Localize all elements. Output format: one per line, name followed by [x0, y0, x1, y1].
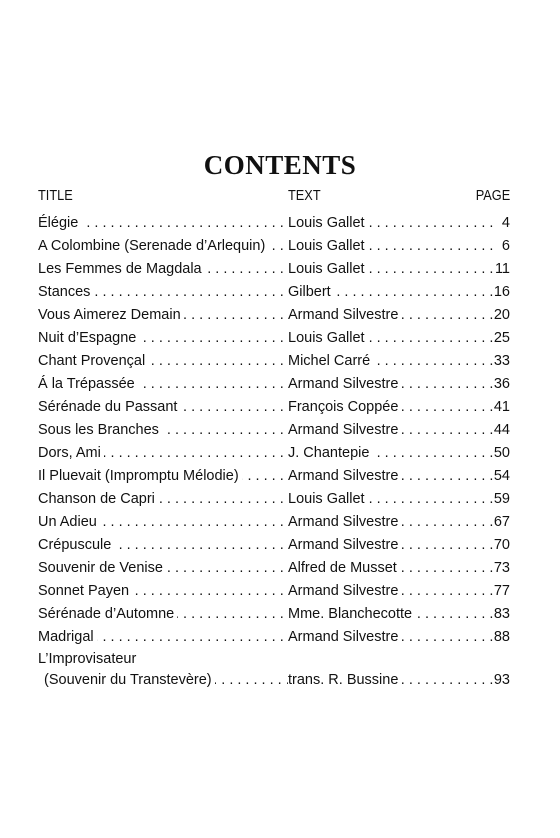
- entry-page: 36: [493, 376, 510, 392]
- toc-entry: [38, 258, 510, 281]
- entry-text-author: Gilbert: [288, 281, 334, 304]
- entry-text-author: Armand Silvestre: [288, 419, 401, 442]
- entry-text-author: Armand Silvestre: [288, 373, 401, 396]
- entry-text-author: Mme. Blanchecotte: [288, 603, 415, 626]
- entry-title: L’Improvisateur: [38, 651, 137, 667]
- entry-title: Sérénade du Passant: [38, 396, 180, 419]
- entry-title: Á la Trépassée: [38, 373, 138, 396]
- toc-entry: [38, 534, 510, 557]
- entry-title: Les Femmes de Magdala: [38, 258, 205, 281]
- entry-title: Souvenir de Venise: [38, 557, 166, 580]
- entry-page: 6: [501, 238, 510, 254]
- toc-entry: [38, 419, 510, 442]
- entry-page: 88: [493, 629, 510, 645]
- column-header-text: TEXT: [288, 188, 321, 204]
- entry-page: 41: [493, 399, 510, 415]
- toc-entry: [38, 327, 510, 350]
- column-header-title: TITLE: [38, 188, 73, 204]
- entry-title: Sérénade d’Automne: [38, 603, 177, 626]
- toc-entry: [38, 442, 510, 465]
- entry-title: Un Adieu: [38, 511, 100, 534]
- table-of-contents: [38, 212, 510, 691]
- toc-entry: [38, 212, 510, 235]
- toc-entry: [38, 557, 510, 580]
- page-title: CONTENTS: [203, 150, 357, 180]
- entry-page: 59: [493, 491, 510, 507]
- column-header-page: PAGE: [475, 188, 510, 204]
- toc-entry: [38, 304, 510, 327]
- entry-page: 11: [494, 261, 510, 277]
- entry-text-author: Armand Silvestre: [288, 580, 401, 603]
- entry-page: 25: [493, 330, 510, 346]
- entry-text-author: François Coppée: [288, 396, 401, 419]
- entry-text-author: Armand Silvestre: [288, 511, 401, 534]
- entry-text-author: Armand Silvestre: [288, 534, 401, 557]
- entry-page: 50: [493, 445, 510, 461]
- entry-text-author: Armand Silvestre: [288, 304, 401, 327]
- entry-page: 77: [493, 583, 510, 599]
- entry-page: 70: [493, 537, 510, 553]
- entry-page: 54: [493, 468, 510, 484]
- entry-title: Sonnet Payen: [38, 580, 132, 603]
- entry-title: Stances: [38, 281, 93, 304]
- toc-entry: [38, 373, 510, 396]
- toc-entry: [38, 396, 510, 419]
- entry-text-author: Louis Gallet: [288, 212, 368, 235]
- entry-title: Il Pluevait (Impromptu Mélodie): [38, 465, 242, 488]
- entry-title: Sous les Branches: [38, 419, 162, 442]
- entry-page: 20: [493, 307, 510, 323]
- entry-title: Élégie: [38, 212, 81, 235]
- entry-text-author: J. Chantepie: [288, 442, 372, 465]
- entry-text-author: Louis Gallet: [288, 235, 368, 258]
- toc-entry: [38, 603, 510, 626]
- entry-page: 4: [501, 215, 510, 231]
- entry-title: Crépuscule: [38, 534, 114, 557]
- entry-title: Chanson de Capri: [38, 488, 158, 511]
- entry-text-author: Louis Gallet: [288, 327, 368, 350]
- entry-title: A Colombine (Serenade d’Arlequin): [38, 235, 268, 258]
- entry-title: Madrigal: [38, 626, 97, 649]
- toc-entry: [38, 281, 510, 304]
- toc-entry: [38, 651, 510, 691]
- entry-page: 93: [493, 672, 510, 688]
- entry-page: 44: [493, 422, 510, 438]
- entry-text-author: Armand Silvestre: [288, 626, 401, 649]
- entry-page: 83: [493, 606, 510, 622]
- toc-entry: [38, 488, 510, 511]
- entry-text-author: Alfred de Musset: [288, 557, 400, 580]
- entry-text-author: Armand Silvestre: [288, 465, 401, 488]
- toc-entry: [38, 626, 510, 649]
- entry-title: Vous Aimerez Demain: [38, 304, 184, 327]
- entry-title: Nuit d’Espagne: [38, 327, 139, 350]
- entry-subtitle: (Souvenir du Transtevère): [44, 669, 215, 692]
- toc-entry: [38, 235, 510, 258]
- toc-entry: [38, 511, 510, 534]
- entry-text-author: Louis Gallet: [288, 258, 368, 281]
- entry-page: 33: [493, 353, 510, 369]
- toc-entry: [38, 580, 510, 603]
- entry-page: 67: [493, 514, 510, 530]
- entry-title: Chant Provençal: [38, 350, 148, 373]
- entry-title: Dors, Ami: [38, 442, 104, 465]
- toc-entry: [38, 350, 510, 373]
- entry-text-author: trans. R. Bussine: [288, 669, 401, 692]
- entry-text-author: Louis Gallet: [288, 488, 368, 511]
- entry-page: 16: [493, 284, 510, 300]
- entry-text-author: Michel Carré: [288, 350, 373, 373]
- entry-page: 73: [493, 560, 510, 576]
- toc-entry: [38, 465, 510, 488]
